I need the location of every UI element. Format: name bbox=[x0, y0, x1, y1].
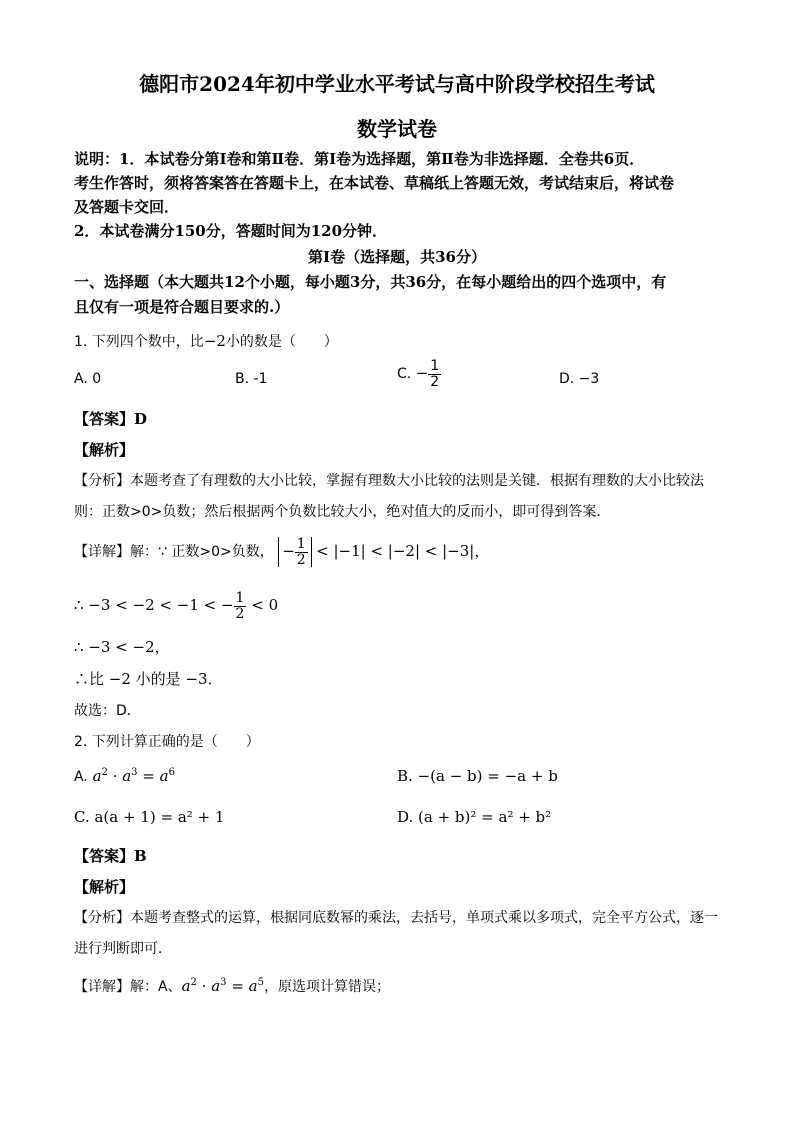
q2-option-d: D. (a + b)² = a² + b² bbox=[397, 808, 552, 826]
part-one-line-1: 一、选择题（本大题共12个小题，每小题3分，共36分，在每小题给出的四个选项中，有 bbox=[74, 273, 667, 291]
q2-detail-prefix: 【详解】解：A、 bbox=[74, 979, 182, 995]
q1-option-b: B. -1 bbox=[235, 371, 268, 387]
question-1-stem-value: −2 bbox=[203, 332, 226, 350]
instruction-line-4: 2．本试卷满分150分，答题时间为120分钟． bbox=[74, 222, 388, 240]
instruction-line-1: 说明：1．本试卷分第Ⅰ卷和第Ⅱ卷．第Ⅰ卷为选择题，第Ⅱ卷为非选择题．全卷共6页． bbox=[74, 150, 645, 168]
q1-option-c-fraction bbox=[428, 359, 441, 389]
q1-step-2: ∴ −3 < −2， bbox=[74, 638, 170, 656]
q1-answer: 【答案】D bbox=[74, 410, 148, 428]
q2-detail-suffix: ，原选项计算错误； bbox=[263, 979, 390, 995]
q1-step-3: ∴比 −2 小的是 −3． bbox=[74, 670, 223, 688]
q2-option-a-label: A. bbox=[74, 769, 88, 785]
q2-option-b: B. −(a − b) = −a + b bbox=[397, 767, 558, 785]
q1-step-1-text: ∴ −3 < −2 < −1 < − bbox=[74, 596, 234, 615]
part-one-line-2: 且仅有一项是符合题目要求的.） bbox=[74, 298, 290, 316]
page-subtitle: 数学试卷 bbox=[357, 117, 437, 141]
q1-option-c-label: C. bbox=[397, 366, 412, 383]
question-1-stem-text: 1. 下列四个数中，比 bbox=[74, 334, 204, 350]
fraction-denominator: 2 bbox=[235, 605, 245, 622]
q2-option-a: A. $a^2 \cdot a^3 = a^6$ bbox=[74, 767, 175, 785]
q1-step-1 bbox=[74, 591, 278, 621]
instruction-line-3: 及答题卡交回． bbox=[74, 198, 180, 216]
q1-detail-inequality: < |−1| < |−2| < |−3|， bbox=[316, 542, 490, 561]
question-2-stem: 2. 下列计算正确的是（ ） bbox=[74, 734, 260, 750]
abs-sign: − bbox=[282, 542, 295, 561]
q1-conclusion: 故选：D． bbox=[74, 703, 141, 719]
fraction-numerator: 1 bbox=[296, 536, 306, 552]
q1-step-1-fraction bbox=[234, 591, 247, 621]
question-1-stem-end: 小的数是（ ） bbox=[225, 334, 338, 350]
q1-option-c-sign: − bbox=[415, 364, 429, 383]
instruction-line-2: 考生作答时，须将答案答在答题卡上，在本试卷、草稿纸上答题无效，考试结束后，将试卷 bbox=[74, 174, 675, 192]
q2-detail-line: 【详解】解：A、$a^2 \cdot a^3 = a^5$，原选项计算错误； bbox=[74, 977, 390, 995]
page-title: 德阳市2024年初中学业水平考试与高中阶段学校招生考试 bbox=[139, 72, 655, 96]
fraction-denominator: 2 bbox=[430, 373, 440, 390]
q1-detail-line bbox=[74, 537, 489, 567]
abs-fraction bbox=[295, 537, 308, 567]
q1-option-a: A. 0 bbox=[74, 371, 102, 387]
q1-analysis-title: 【解析】 bbox=[74, 441, 135, 459]
question-1-stem bbox=[74, 331, 338, 351]
fraction-numerator: 1 bbox=[430, 358, 440, 374]
abs-value-bars bbox=[278, 537, 312, 567]
section-header: 第Ⅰ卷（选择题，共36分） bbox=[308, 248, 486, 266]
q1-step-1-suffix: < 0 bbox=[251, 596, 279, 615]
q1-option-d: D. −3 bbox=[559, 371, 600, 387]
q2-option-c: C. a(a + 1) = a² + 1 bbox=[74, 808, 225, 826]
fraction-numerator: 1 bbox=[235, 590, 245, 606]
q2-analysis-title: 【解析】 bbox=[74, 878, 135, 896]
q1-option-c bbox=[397, 359, 441, 389]
q2-answer: 【答案】B bbox=[74, 847, 147, 865]
q1-detail-prefix: 【详解】解：∵ 正数>0>负数， bbox=[74, 544, 274, 561]
q1-analysis-line-1: 【分析】本题考查了有理数的大小比较，掌握有理数大小比较的法则是关键．根据有理数的大小比较法 bbox=[74, 473, 704, 489]
q2-analysis-line-2: 进行判断即可． bbox=[74, 941, 172, 957]
q1-analysis-line-2: 则：正数>0>负数；然后根据两个负数比较大小，绝对值大的反而小，即可得到答案． bbox=[74, 504, 611, 520]
fraction-denominator: 2 bbox=[296, 551, 306, 568]
q2-analysis-line-1: 【分析】本题考查整式的运算，根据同底数幂的乘法，去括号，单项式乘以多项式，完全平方公式，逐一 bbox=[74, 910, 718, 926]
